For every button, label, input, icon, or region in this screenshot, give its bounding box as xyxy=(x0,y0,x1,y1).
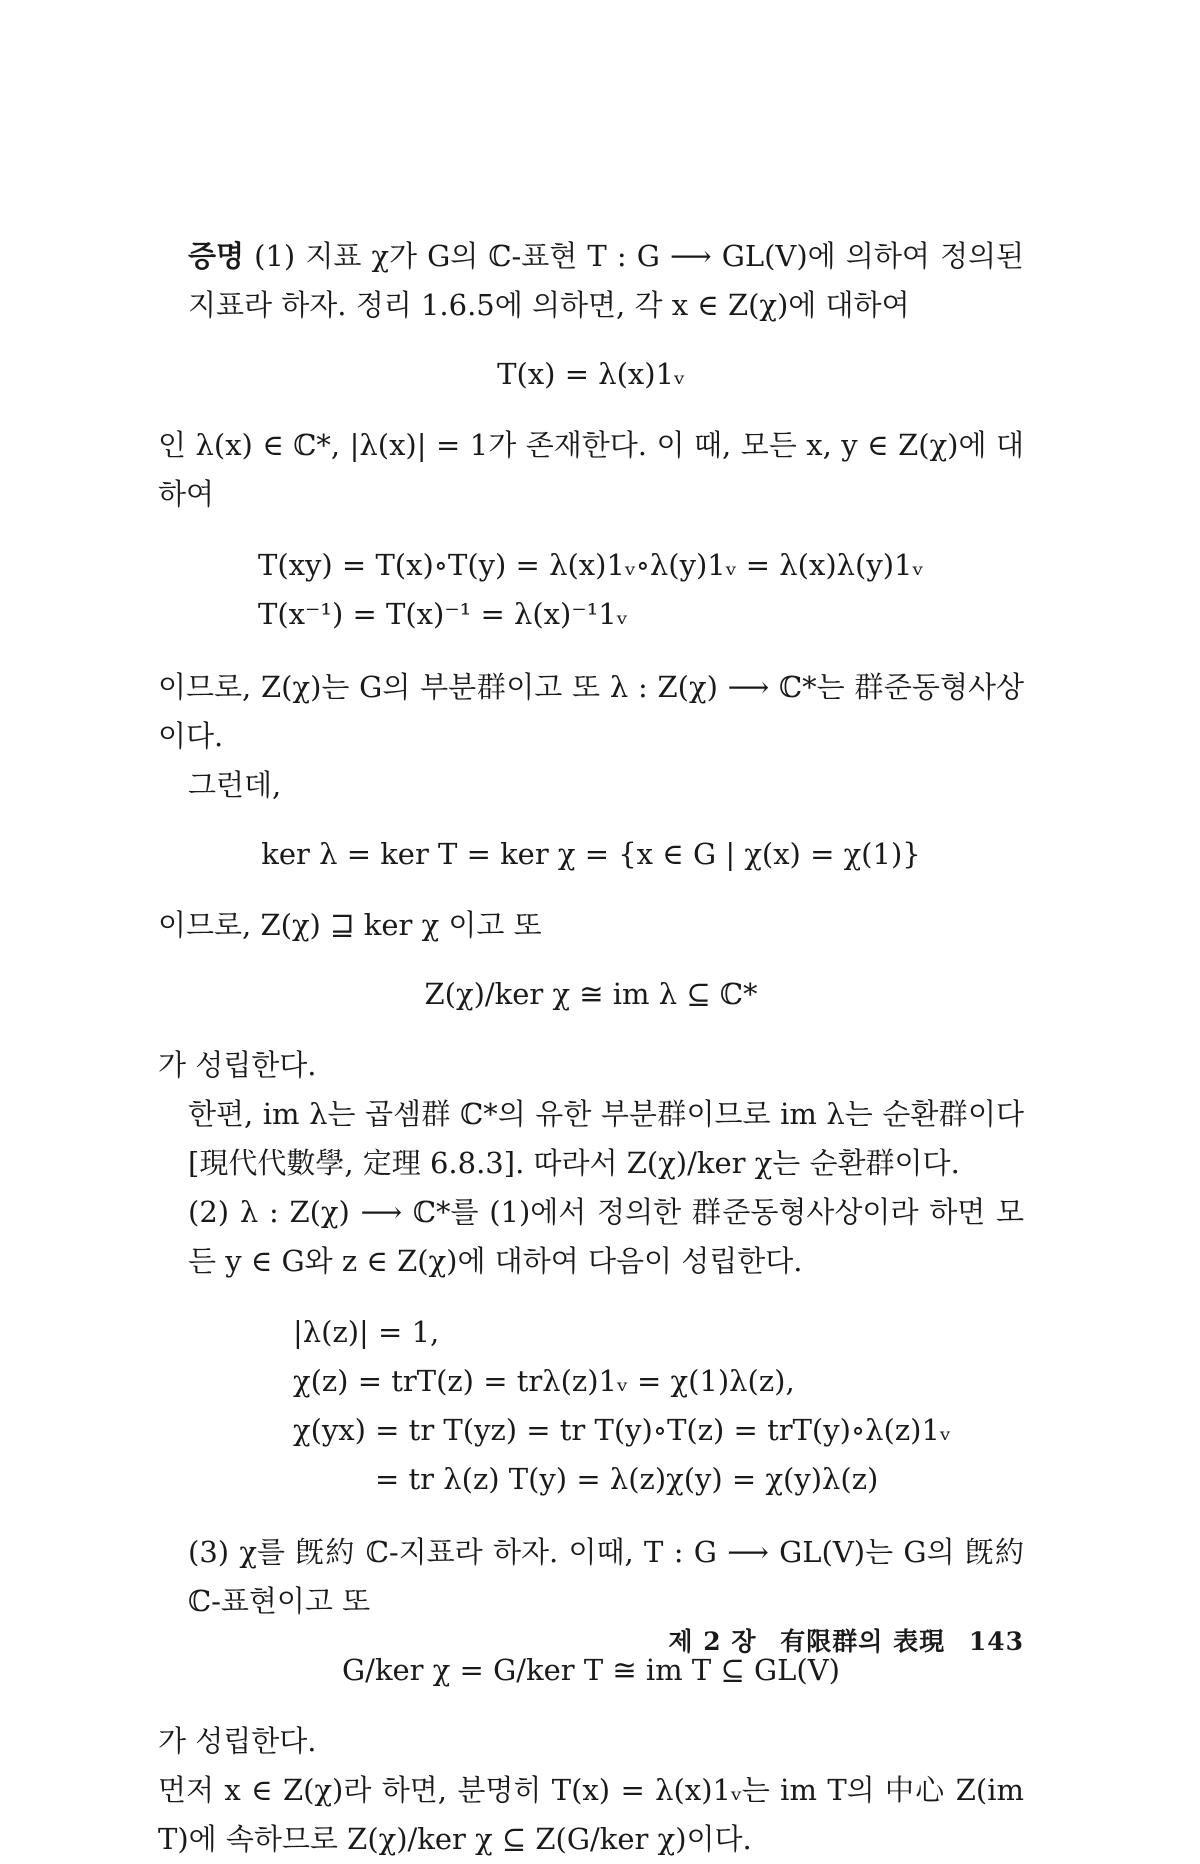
equation-6: G/ker χ = G/ker T ≅ im T ⊆ GL(V) xyxy=(342,1653,840,1687)
equation-block-5 xyxy=(158,1308,1024,1504)
equation-4: Z(χ)/ker χ ≅ im λ ⊆ ℂ* xyxy=(424,977,758,1011)
paragraph-8: (2) λ : Z(χ) ⟶ ℂ*를 (1)에서 정의한 群준동형사상이라 하면 모든 y ∈ G와 z ∈ Z(χ)에 대하여 다음이 성립한다. xyxy=(188,1195,1024,1278)
proof-label: 증명 xyxy=(188,239,245,273)
paragraph-2: 인 λ(x) ∈ ℂ*, |λ(x)| = 1가 존재한다. 이 때, 모든 x, y ∈ Z(χ)에 대하여 xyxy=(158,428,1024,511)
paragraph-3: 이므로, Z(χ)는 G의 부분群이고 또 λ : Z(χ) ⟶ ℂ*는 群준동형사상이다. xyxy=(158,670,1024,753)
page-number: 143 xyxy=(968,1627,1024,1656)
paragraph-11: 먼저 x ∈ Z(χ)라 하면, 분명히 T(x) = λ(x)1ᵥ는 im T의 中心 Z(im T)에 속하므로 Z(χ)/ker χ ⊆ Z(G/ker χ)이다. xyxy=(158,1773,1024,1856)
page-body xyxy=(158,232,1024,1864)
paragraph-9: (3) χ를 旣約 ℂ-지표라 하자. 이때, T : G ⟶ GL(V)는 G의 旣約 ℂ-표현이고 또 xyxy=(188,1535,1024,1618)
equation-3: ker λ = ker T = ker χ = {x ∈ G | χ(x) = χ(1)} xyxy=(261,837,921,871)
paragraph-7: 한편, im λ는 곱셈群 ℂ*의 유한 부분群이므로 im λ는 순환群이다 [現代代數學, 定理 6.8.3]. 따라서 Z(χ)/ker χ는 순환群이다. xyxy=(188,1097,1024,1180)
paragraph-10: 가 성립한다. xyxy=(158,1724,317,1758)
footer-chapter: 제 2 장 xyxy=(668,1627,757,1656)
equation-5d: = tr λ(z) T(y) = λ(z)χ(y) = χ(y)λ(z) xyxy=(375,1462,879,1496)
equation-5c: χ(yx) = tr T(yz) = tr T(y)∘T(z) = trT(y)∘λ(z)1ᵥ xyxy=(293,1413,951,1447)
page-footer xyxy=(654,1622,1024,1658)
equation-1: T(x) = λ(x)1ᵥ xyxy=(497,357,685,391)
paragraph-1-text: (1) 지표 χ가 G의 ℂ-표현 T : G ⟶ GL(V)에 의하여 정의된 지표라 하자. 정리 1.6.5에 의하면, 각 x ∈ Z(χ)에 대하여 xyxy=(188,239,1024,322)
paragraph-1 xyxy=(158,232,1024,330)
equation-block-2 xyxy=(158,541,1024,639)
equation-5b: χ(z) = trT(z) = trλ(z)1ᵥ = χ(1)λ(z), xyxy=(293,1364,795,1398)
equation-2a: T(xy) = T(x)∘T(y) = λ(x)1ᵥ∘λ(y)1ᵥ = λ(x)λ(y)1ᵥ xyxy=(258,548,924,582)
paragraph-4: 그런데, xyxy=(188,768,282,802)
equation-5a: |λ(z)| = 1, xyxy=(293,1315,440,1349)
paragraph-5: 이므로, Z(χ) ⊒ ker χ 이고 또 xyxy=(158,908,542,942)
footer-title: 有限群의 表現 xyxy=(780,1627,946,1656)
equation-2b: T(x⁻¹) = T(x)⁻¹ = λ(x)⁻¹1ᵥ xyxy=(258,597,628,631)
paragraph-6: 가 성립한다. xyxy=(158,1048,317,1082)
